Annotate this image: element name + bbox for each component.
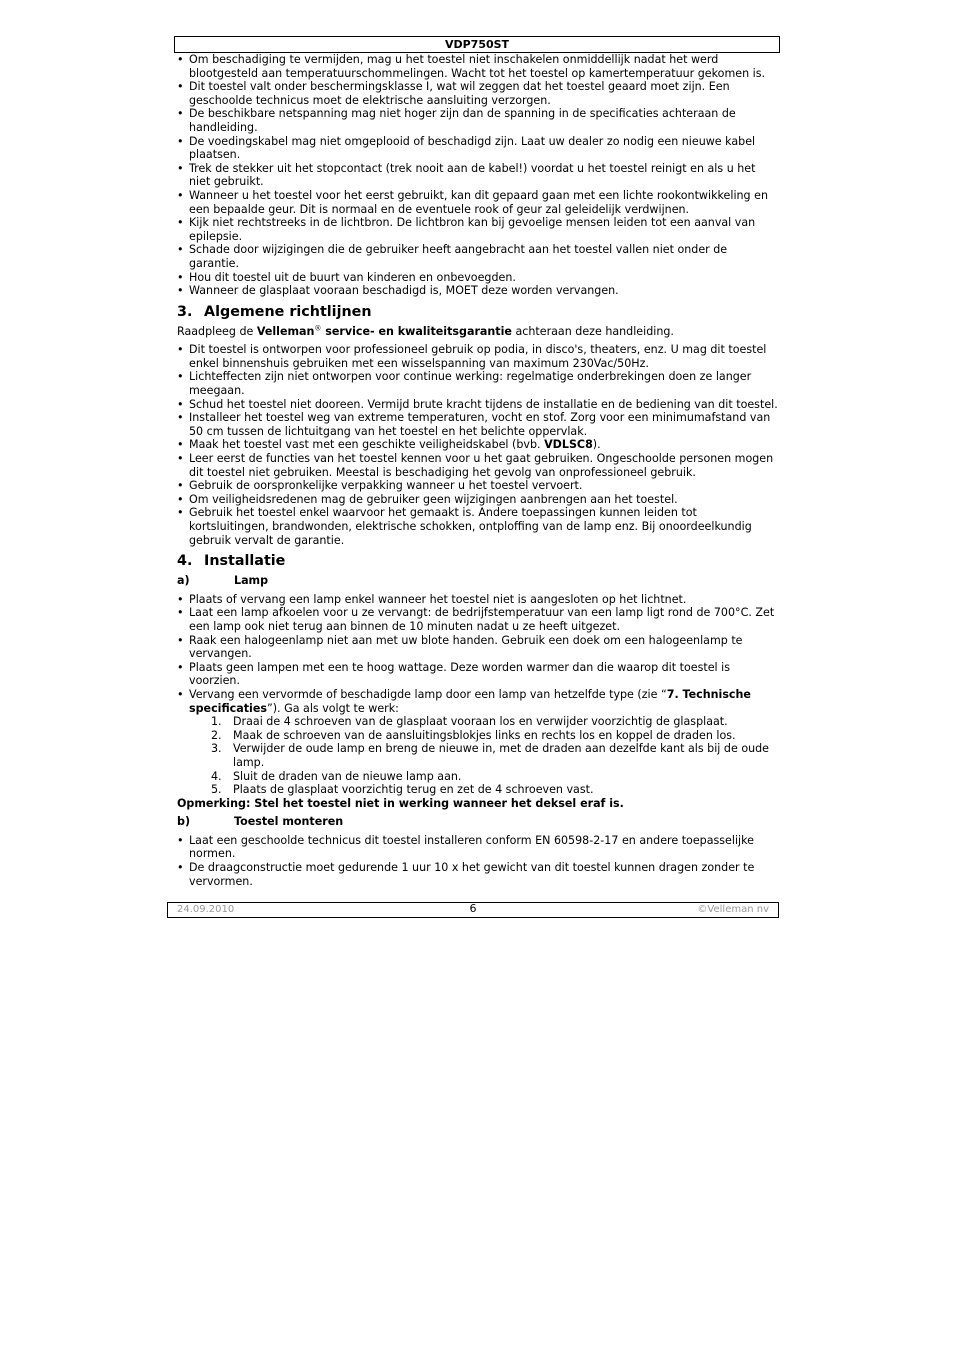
- list-item: • Plaats geen lampen met een te hoog wattage. Deze worden warmer dan die waarop dit toestel is voorzien.: [177, 661, 779, 688]
- list-item: • Gebruik het toestel enkel waarvoor het gemaakt is. Andere toepassingen kunnen leiden tot kortsluitingen, brandwonden, elektrische schokken, ontploffing van de lamp enz. Bij onoordeelkundig gebruik vervalt de garantie.: [177, 506, 779, 547]
- subsection-title: Lamp: [234, 574, 269, 588]
- remark-note: Opmerking: Stel het toestel niet in werking wanneer het deksel eraf is.: [177, 796, 624, 810]
- subsection-heading-mount: [177, 815, 779, 829]
- list-item: [177, 438, 779, 452]
- list-item: • Om veiligheidsredenen mag de gebruiker geen wijzigingen aanbrengen aan het toestel.: [177, 493, 779, 507]
- list-item: • Wanneer de glasplaat vooraan beschadigd is, MOET deze worden vervangen.: [177, 284, 779, 298]
- list-item: • De voedingskabel mag niet omgeplooid of beschadigd zijn. Laat uw dealer zo nodig een nieuwe kabel plaatsen.: [177, 135, 779, 162]
- list-item: • Leer eerst de functies van het toestel kennen voor u het gaat gebruiken. Ongeschoolde personen mogen dit toestel niet gebruiken. Meestal is beschadiging het gevolg van onprofessioneel gebruik.: [177, 452, 779, 479]
- registered-mark: ®: [314, 324, 322, 332]
- spec-reference: 7. Technische specificaties: [189, 687, 751, 715]
- step-text: Verwijder de oude lamp en breng de nieuwe in, met de draden aan dezelfde kant als bij de oude lamp.: [233, 742, 769, 769]
- section-intro: [177, 325, 779, 339]
- list-item: • Dit toestel is ontworpen voor professioneel gebruik op podia, in disco's, theaters, enz. U mag dit toestel enkel binnenshuis gebruiken met een wisselspanning van maximum 230Vac/50Hz.: [177, 343, 779, 370]
- step-number: 5.: [211, 783, 222, 797]
- subsection-label: a): [177, 574, 190, 588]
- step-number: 4.: [211, 769, 222, 783]
- step-number: 1.: [211, 715, 222, 729]
- list-item: • Installeer het toestel weg van extreme temperaturen, vocht en stof. Zorg voor een minimumafstand van 50 cm tussen de lichtuitgang van het toestel en het belichte oppervlak.: [177, 411, 779, 438]
- brand-name: Velleman: [256, 324, 315, 338]
- list-item: • Wanneer u het toestel voor het eerst gebruikt, kan dit gepaard gaan met een lichte rookontwikkeling en een bepaalde geur. Dit is normaal en de eventuele rook of geur zal geleidelijk verdwijnen.: [177, 189, 779, 216]
- list-item: • Raak een halogeenlamp niet aan met uw blote handen. Gebruik een doek om een halogeenlamp te vervangen.: [177, 634, 779, 661]
- list-item: • Kijk niet rechtstreeks in de lichtbron. De lichtbron kan bij gevoelige mensen leiden tot een aanval van epilepsie.: [177, 216, 779, 243]
- cable-text: Maak het toestel vast met een geschikte veiligheidskabel (bvb.: [189, 438, 545, 452]
- list-item: • Laat een geschoolde technicus dit toestel installeren conform EN 60598-2-17 en andere toepasselijke normen.: [177, 834, 779, 861]
- step-text: Draai de 4 schroeven van de glasplaat vooraan los en verwijder voorzichtig de glasplaat.: [233, 715, 728, 729]
- section-number: 4.: [177, 553, 193, 570]
- list-item: • Schade door wijzigingen die de gebruiker heeft aangebracht aan het toestel vallen niet onder de garantie.: [177, 243, 779, 270]
- section-heading-3: [177, 303, 779, 321]
- step-item: [211, 715, 779, 729]
- mounting-bullet-list: [177, 834, 779, 888]
- step-item: [211, 742, 779, 769]
- list-item: [177, 688, 779, 715]
- footer-date: 24.09.2010: [177, 904, 235, 915]
- section-number: 3.: [177, 303, 193, 320]
- lamp-bullet-list: [177, 593, 779, 715]
- lamp-replacement-steps: [177, 715, 779, 797]
- section-heading-4: [177, 552, 779, 570]
- list-item: • Hou dit toestel uit de buurt van kinderen en onbevoegden.: [177, 271, 779, 285]
- footer-copyright: ©Velleman nv: [697, 904, 769, 915]
- list-item: • Schud het toestel niet dooreen. Vermijd brute kracht tijdens de installatie en de bediening van dit toestel.: [177, 398, 779, 412]
- safety-bullet-list: [177, 53, 779, 298]
- subsection-heading-lamp: [177, 574, 779, 588]
- page-number: 6: [469, 902, 477, 915]
- page-header: VDP750ST: [174, 36, 780, 53]
- replace-text: Vervang een vervormde of beschadigde lamp door een lamp van hetzelfde type (zie “: [189, 687, 667, 701]
- intro-text-end: achteraan deze handleiding.: [511, 324, 674, 338]
- replace-text-end: ”). Ga als volgt te werk:: [266, 701, 399, 715]
- step-item: [211, 770, 779, 784]
- list-item: • Gebruik de oorspronkelijke verpakking wanneer u het toestel vervoert.: [177, 479, 779, 493]
- subsection-title: Toestel monteren: [234, 815, 344, 829]
- warranty-name: service- en kwaliteitsgarantie: [321, 324, 512, 338]
- step-number: 2.: [211, 728, 222, 742]
- step-item: [211, 783, 779, 797]
- list-item: • Trek de stekker uit het stopcontact (trek nooit aan de kabel!) voordat u het toestel reinigt en als u het niet gebruikt.: [177, 162, 779, 189]
- subsection-label: b): [177, 815, 191, 829]
- list-item: • Lichteffecten zijn niet ontworpen voor continue werking: regelmatige onderbrekingen doen ze langer meegaan.: [177, 370, 779, 397]
- section-title: Algemene richtlijnen: [204, 303, 372, 320]
- step-text: Plaats de glasplaat voorzichtig terug en zet de 4 schroeven vast.: [233, 783, 594, 797]
- list-item: • Plaats of vervang een lamp enkel wanneer het toestel niet is aangesloten op het lichtnet.: [177, 593, 779, 607]
- list-item: • De beschikbare netspanning mag niet hoger zijn dan de spanning in de specificaties achteraan de handleiding.: [177, 107, 779, 134]
- list-item: • Dit toestel valt onder beschermingsklasse I, wat wil zeggen dat het toestel geaard moet zijn. Een geschoolde technicus moet de elektrische aansluiting verzorgen.: [177, 80, 779, 107]
- step-number: 3.: [211, 742, 222, 756]
- cable-model: VDLSC8: [544, 438, 593, 452]
- list-item: • Om beschadiging te vermijden, mag u het toestel niet inschakelen onmiddellijk nadat het werd blootgesteld aan temperatuurschommelingen. Wacht tot het toestel op kamertemperatuur gekomen is.: [177, 53, 779, 80]
- guidelines-bullet-list: [177, 343, 779, 547]
- intro-text: Raadpleeg de: [177, 324, 257, 338]
- cable-text-end: ).: [592, 438, 601, 452]
- step-text: Sluit de draden van de nieuwe lamp aan.: [233, 769, 462, 783]
- list-item: • Laat een lamp afkoelen voor u ze vervangt: de bedrijfstemperatuur van een lamp ligt rond de 700°C. Zet een lamp ook niet terug aan binnen de 10 minuten nadat u ze heeft uitgezet.: [177, 606, 779, 633]
- step-item: [211, 729, 779, 743]
- list-item: • De draagconstructie moet gedurende 1 uur 10 x het gewicht van dit toestel kunnen dragen zonder te vervormen.: [177, 861, 779, 888]
- step-text: Maak de schroeven van de aansluitingsblokjes links en rechts los en koppel de draden los.: [233, 728, 736, 742]
- page-footer: [167, 902, 779, 918]
- section-title: Installatie: [204, 553, 286, 570]
- page-content: [177, 53, 779, 888]
